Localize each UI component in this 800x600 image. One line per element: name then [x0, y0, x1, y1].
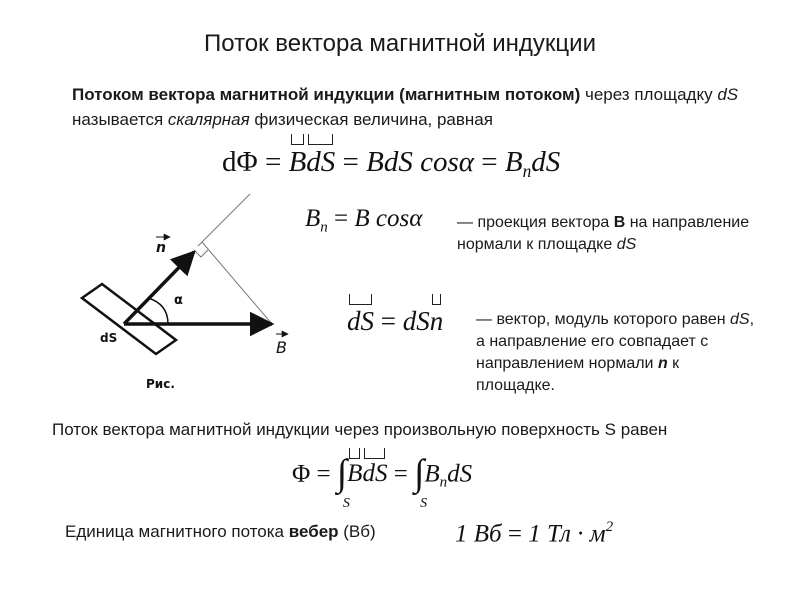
formula-weber: 1 Вб = 1 Тл · $м^2$	[455, 519, 614, 548]
label-n: n	[156, 240, 166, 256]
slide-title: Поток вектора магнитной индукции	[204, 30, 596, 57]
figure-caption: Рис.	[146, 377, 175, 391]
normal-vector-arrow	[124, 252, 194, 324]
vector-b: B	[288, 146, 307, 178]
vector-n: n	[429, 306, 444, 336]
projection-line	[202, 242, 272, 324]
flux-text: Поток вектора магнитной индукции через произвольную поверхность S равен	[52, 420, 668, 439]
vector-ds: dS	[306, 146, 336, 178]
definition-italic: скалярная	[167, 110, 250, 129]
formula-flux-integral: Φ = ∫ S BdS = ∫ S $B_ndS$	[292, 453, 473, 512]
formula-bn: $B_n = B$ cosα	[305, 205, 423, 236]
definition-part2: называется	[72, 110, 168, 129]
formula-vector-ds: dS = dSn	[347, 306, 444, 336]
vector-ds-lhs: dS	[347, 306, 374, 336]
right-angle-mark	[194, 250, 208, 257]
label-alpha: α	[174, 293, 183, 308]
definition-bold: Потоком вектора магнитной индукции (магнитным потоком)	[72, 85, 581, 104]
definition-part1: через площадку	[580, 85, 718, 104]
note-vector: — вектор, модуль которого равен dS, а направление его совпадает с направлением нормали n к площадке.	[476, 311, 755, 394]
definition-ds: dS	[717, 85, 739, 104]
unit-text: Единица магнитного потока вебер (Вб)	[65, 522, 376, 541]
note-projection: — проекция вектора B на направление нормали к площадке dS	[457, 214, 750, 253]
normal-extension-line	[198, 194, 250, 246]
vector-b-int: B	[347, 460, 363, 488]
vector-diagram	[70, 190, 290, 395]
definition-part3: физическая величина, равная	[249, 110, 493, 129]
vector-ds-int: dS	[362, 460, 388, 488]
definition-text	[72, 82, 752, 132]
label-b: B	[276, 338, 287, 357]
label-ds: dS	[100, 331, 118, 345]
formula-dflux: dΦ = BdS = BdS $\cos\alpha = B_ndS$	[222, 146, 561, 182]
